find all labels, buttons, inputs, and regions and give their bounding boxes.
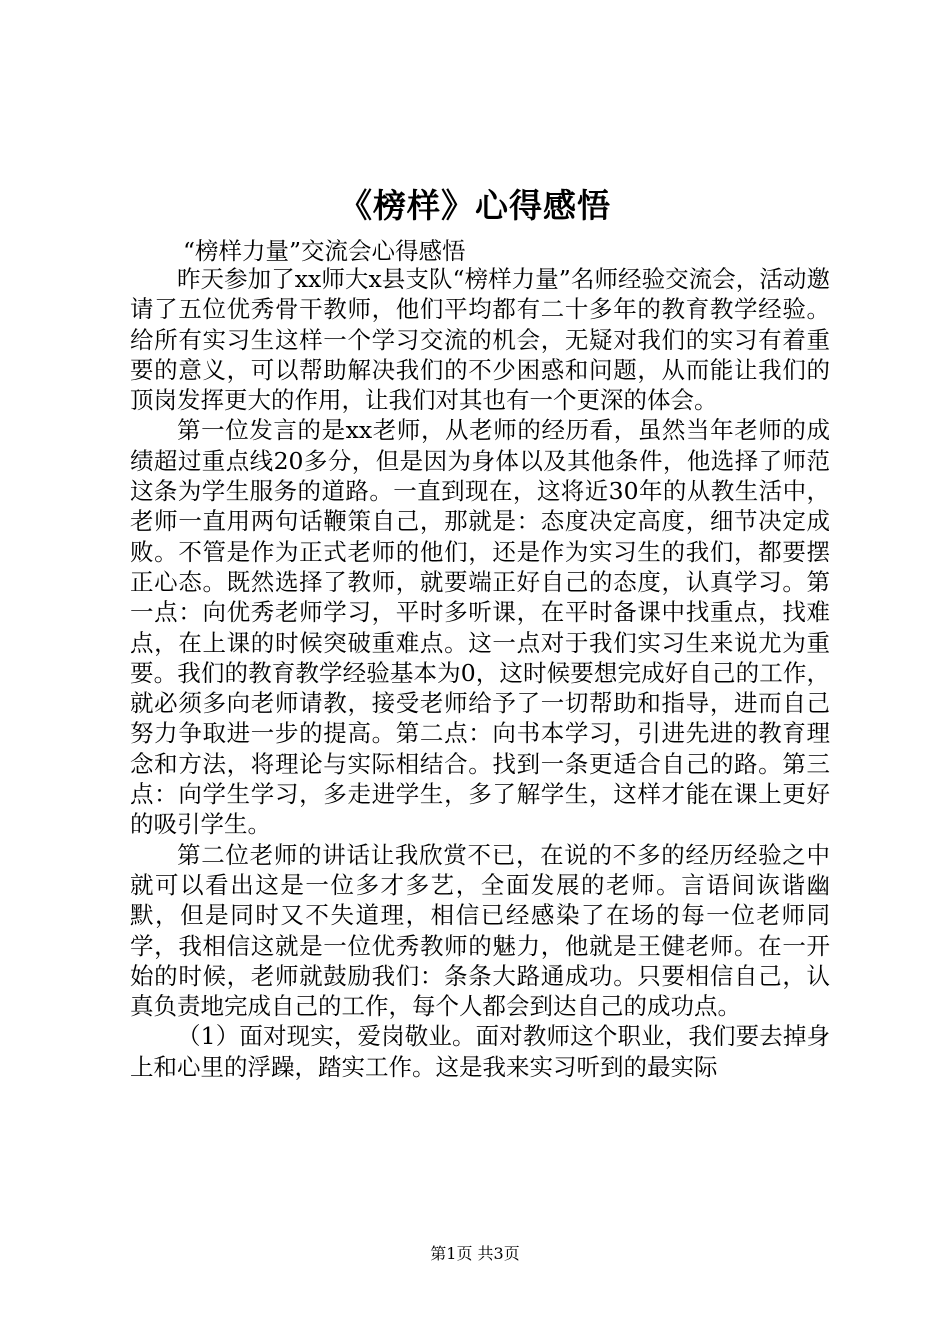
page-footer: 第1页 共3页 xyxy=(430,1244,520,1263)
paragraph-intro: 昨天参加了xx师大x县支队“榜样力量”名师经验交流会，活动邀请了五位优秀骨干教师，他们平均都有二十多年的教育教学经验。给所有实习生这样一个学习交流的机会，无疑对我们的实习有着重要的意义，可以帮助解决我们的不少困惑和问题，从而能让我们的顶岗发挥更大的作用，让我们对其也有一个更深的体会。 xyxy=(130,265,830,415)
paragraph-first-teacher: 第一位发言的是xx老师，从老师的经历看，虽然当年老师的成绩超过重点线20多分，但是因为身体以及其他条件，他选择了师范这条为学生服务的道路。一直到现在，这将近30年的从教生活中，老师一直用两句话鞭策自己，那就是：态度决定高度，细节决定成败。不管是作为正式老师的他们，还是作为实习生的我们，都要摆正心态。既然选择了教师，就要端正好自己的态度，认真学习。第一点：向优秀老师学习，平时多听课，在平时备课中找重点，找难点，在上课的时候突破重难点。这一点对于我们实习生来说尤为重要。我们的教育教学经验基本为0，这时候要想完成好自己的工作，就必须多向老师请教，接受老师给予了一切帮助和指导，进而自己努力争取进一步的提高。第二点：向书本学习，引进先进的教育理念和方法，将理论与实际相结合。找到一条更适合自己的路。第三点：向学生学习，多走进学生，多了解学生，这样才能在课上更好的吸引学生。 xyxy=(130,416,830,839)
document-title: 《榜样》心得感悟 xyxy=(339,186,611,225)
document-body xyxy=(130,264,830,1082)
paragraph-point-one: （1）面对现实，爱岗敬业。面对教师这个职业，我们要去掉身上和心里的浮躁，踏实工作。这是我来实习听到的最实际 xyxy=(130,1022,830,1081)
paragraph-second-teacher: 第二位老师的讲话让我欣赏不已，在说的不多的经历经验之中就可以看出这是一位多才多艺，全面发展的老师。言语间诙谐幽默，但是同时又不失道理，相信已经感染了在场的每一位老师同学，我相信这就是一位优秀教师的魅力，他就是王健老师。在一开始的时候，老师就鼓励我们：条条大路通成功。只要相信自己，认真负责地完成自己的工作，每个人都会到达自己的成功点。 xyxy=(130,840,830,1021)
document-subtitle: “榜样力量”交流会心得感悟 xyxy=(183,237,466,265)
